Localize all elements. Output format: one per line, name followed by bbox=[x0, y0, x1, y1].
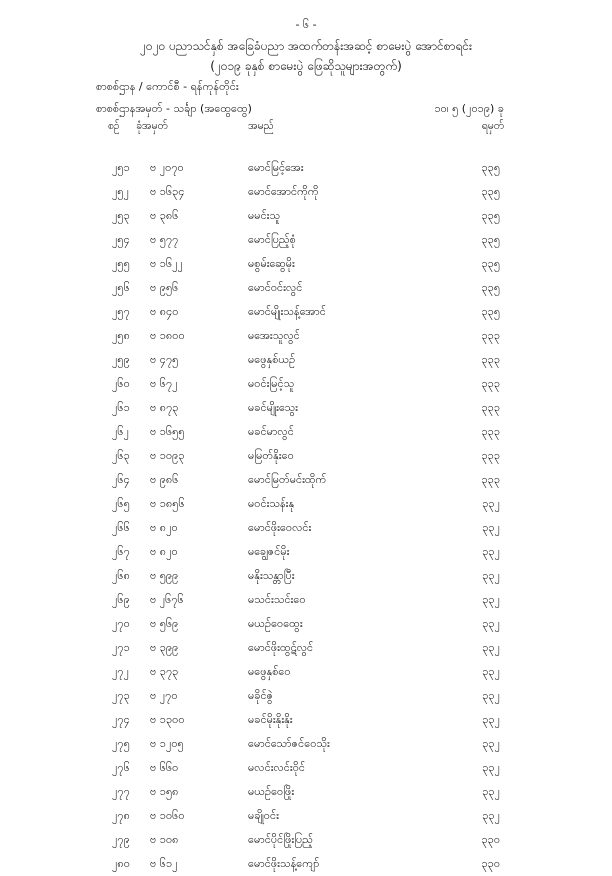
header-name: အမည် bbox=[248, 120, 274, 132]
roll-number: ဗ ၁၀၆၀ bbox=[150, 809, 185, 822]
row-number: ၂၇၈ bbox=[112, 809, 130, 822]
candidate-name: မလင်းလင်းဝိုင် bbox=[248, 761, 305, 774]
score: ၃၃၅ bbox=[481, 233, 500, 246]
candidate-name: မခင်မာလွင် bbox=[248, 425, 294, 438]
candidate-name: မောင်ဖိုးသန့်ကျော် bbox=[248, 857, 320, 870]
subject-line: စာစစ်ဌာနအမှတ် - သင်္ချာ (အထွေထွေ) bbox=[96, 102, 252, 115]
table-row bbox=[0, 372, 612, 396]
roll-number: ဗ ၁၆၅၅ bbox=[150, 425, 185, 438]
row-number: ၂၅၂ bbox=[112, 185, 129, 198]
row-number: ၂၇၇ bbox=[112, 785, 130, 798]
table-row bbox=[0, 708, 612, 732]
score: ၃၃၅ bbox=[481, 305, 500, 318]
table-row bbox=[0, 444, 612, 468]
score: ၃၃၂ bbox=[482, 809, 500, 822]
candidate-name: မောင်ဖိုးထွဋ်လွင် bbox=[248, 641, 314, 654]
score: ၃၃၃ bbox=[481, 401, 500, 414]
roll-number: ဗ ၃၇၃ bbox=[150, 665, 179, 678]
row-number: ၂၇၃ bbox=[112, 689, 130, 702]
row-number: ၂၈၀ bbox=[112, 857, 130, 870]
table-row bbox=[0, 396, 612, 420]
exam-centre-line: စာစစ်ဌာန / ကောင်စီ - ရန်ကုန်တိုင်း bbox=[96, 80, 239, 93]
score: ၃၃၂ bbox=[482, 497, 500, 510]
header-roll: ခုံအမှတ် bbox=[136, 120, 168, 132]
table-row bbox=[0, 636, 612, 660]
score: ၃၃၂ bbox=[482, 617, 500, 630]
row-number: ၂၆၉ bbox=[112, 593, 130, 606]
score: ၃၃၂ bbox=[482, 521, 500, 534]
table-row bbox=[0, 756, 612, 780]
score: ၃၃၂ bbox=[482, 641, 500, 654]
roll-number: ဗ ၅၇၇ bbox=[150, 233, 179, 246]
candidate-name: မချွေဇင်မိုး bbox=[248, 545, 290, 558]
roll-number: ဗ ၁၆၃၄ bbox=[150, 185, 185, 198]
table-row bbox=[0, 324, 612, 348]
roll-number: ဗ ၁၀၉၃ bbox=[150, 449, 185, 462]
roll-number: ဗ ၁၈၅၆ bbox=[150, 497, 185, 510]
candidate-name: မယဉ်ဝေထွေး bbox=[248, 617, 303, 630]
row-number: ၂၇၁ bbox=[112, 641, 130, 654]
table-row bbox=[0, 804, 612, 828]
roll-number: ဗ ၁၈၀၀ bbox=[150, 329, 185, 342]
table-row bbox=[0, 516, 612, 540]
row-number: ၂၆၈ bbox=[112, 569, 130, 582]
table-row bbox=[0, 684, 612, 708]
table-row bbox=[0, 660, 612, 684]
table-row bbox=[0, 156, 612, 180]
score: ၃၃၅ bbox=[481, 185, 500, 198]
row-number: ၂၇၂ bbox=[112, 665, 129, 678]
table-row bbox=[0, 852, 612, 876]
candidate-name: မောင်အောင်ကိုကို bbox=[248, 185, 319, 198]
roll-number: ဗ ၈၄၀ bbox=[150, 305, 179, 318]
score: ၃၃၂ bbox=[482, 593, 500, 606]
score: ၃၃၃ bbox=[481, 449, 500, 462]
score: ၃၃၃ bbox=[481, 377, 500, 390]
row-number: ၂၅၃ bbox=[112, 209, 130, 222]
candidate-name: မောင်ဖိုးဝေလင်း bbox=[248, 521, 312, 534]
row-number: ၂၆၇ bbox=[112, 545, 130, 558]
row-number: ၂၅၅ bbox=[112, 257, 130, 270]
candidate-name: မဖွေနှစ်ဝေ bbox=[248, 665, 291, 678]
document-subtitle: (၂၀၁၉ ခုနှစ် စာမေးပွဲ ဖြေဆိုသူများအတွက်) bbox=[210, 59, 402, 73]
candidate-name: မခင်မိုးနိုးနိုး bbox=[248, 713, 293, 726]
roll-number: ဗ ၃၉၉ bbox=[150, 641, 179, 654]
score: ၃၃၅ bbox=[481, 281, 500, 294]
candidate-name: မောင်ပြည့်စုံ bbox=[248, 233, 296, 246]
row-number: ၂၅၄ bbox=[112, 233, 130, 246]
row-number: ၂၆၂ bbox=[112, 425, 129, 438]
table-row bbox=[0, 588, 612, 612]
roll-number: ဗ ၁၅၈ bbox=[150, 785, 179, 798]
page-number: - ၆ - bbox=[295, 18, 317, 31]
roll-number: ဗ ၈၂၀ bbox=[150, 545, 178, 558]
score: ၃၃၃ bbox=[481, 473, 500, 486]
row-number: ၂၆၁ bbox=[112, 401, 130, 414]
roll-number: ဗ ၂၇၀ bbox=[150, 689, 178, 702]
table-row bbox=[0, 252, 612, 276]
roll-number: ဗ ၈၇၃ bbox=[150, 401, 179, 414]
table-row bbox=[0, 540, 612, 564]
score: ၃၃၂ bbox=[482, 737, 500, 750]
candidate-name: မမင်းသူ bbox=[248, 209, 281, 222]
score: ၃၃၂ bbox=[482, 665, 500, 678]
row-number: ၂၇၉ bbox=[112, 833, 130, 846]
roll-number: ဗ ၁၀၈ bbox=[150, 833, 179, 846]
candidate-name: မချိုဝင်း bbox=[248, 809, 279, 822]
candidate-name: မဝင်းသန်းနု bbox=[248, 497, 295, 510]
candidate-name: မောင်မျိုးသန့်အောင် bbox=[248, 305, 326, 318]
table-row bbox=[0, 300, 612, 324]
roll-number: ဗ ၉၅၆ bbox=[150, 281, 179, 294]
roll-number: ဗ ၃၈၆ bbox=[150, 209, 179, 222]
header-no: စဉ် bbox=[108, 120, 120, 132]
score: ၃၃၂ bbox=[482, 545, 500, 558]
table-row bbox=[0, 468, 612, 492]
candidate-name: မယဉ်ဝေဖြိုး bbox=[248, 785, 295, 798]
row-number: ၂၅၁ bbox=[112, 161, 130, 174]
score: ၃၃၀ bbox=[481, 857, 500, 870]
roll-number: ဗ ၂၀၇၀ bbox=[150, 161, 184, 174]
table-row bbox=[0, 276, 612, 300]
candidate-name: မောင်သော်ဇင်ဝေသိုး bbox=[248, 737, 330, 750]
row-number: ၂၆၅ bbox=[112, 497, 130, 510]
score: ၃၃၂ bbox=[482, 785, 500, 798]
score: ၃၃၅ bbox=[481, 257, 500, 270]
candidate-name: မောင်ပိုင်ဖြိုးပြည့် bbox=[248, 833, 313, 846]
table-row bbox=[0, 348, 612, 372]
score: ၃၃၅ bbox=[481, 161, 500, 174]
row-number: ၂၆၀ bbox=[112, 377, 130, 390]
table-row bbox=[0, 228, 612, 252]
row-number: ၂၇၆ bbox=[112, 761, 130, 774]
table-row bbox=[0, 180, 612, 204]
row-number: ၂၅၇ bbox=[112, 305, 130, 318]
candidate-name: မစွမ်းဆွေမိုး bbox=[248, 257, 295, 270]
candidate-name: မသင်းသင်းဝေ bbox=[248, 593, 306, 606]
table-row bbox=[0, 780, 612, 804]
roll-number: ဗ ၁၂၀၅ bbox=[150, 737, 184, 750]
row-number: ၂၆၆ bbox=[112, 521, 130, 534]
table-row bbox=[0, 420, 612, 444]
candidate-name: မမြတ်နိုးဝေ bbox=[248, 449, 294, 462]
roll-number: ဗ ၁၃၀၀ bbox=[150, 713, 185, 726]
table-row bbox=[0, 492, 612, 516]
candidate-name: မခင်မျိုးသွေး bbox=[248, 401, 298, 414]
row-number: ၂၅၆ bbox=[112, 281, 130, 294]
candidate-name: မဝင်းမြင့်သူ bbox=[248, 377, 295, 390]
table-row bbox=[0, 612, 612, 636]
header-mark: ရမှတ် bbox=[481, 120, 504, 132]
score: ၃၃၂ bbox=[482, 569, 500, 582]
roll-number: ဗ ၄၇၅ bbox=[150, 353, 179, 366]
candidate-name: မနိုးသန္တာပြီး bbox=[248, 569, 295, 582]
document-title: ၂၀၂၀ ပညာသင်နှစ် အခြေခံပညာ အထက်တန်းအဆင့် စာမေးပွဲ အောင်စာရင်း bbox=[139, 39, 473, 53]
row-number: ၂၇၀ bbox=[112, 617, 130, 630]
table-row bbox=[0, 564, 612, 588]
table-row bbox=[0, 204, 612, 228]
roll-number: ဗ ၆၁၂ bbox=[150, 857, 178, 870]
candidate-name: မောင်မြင့်အေး bbox=[248, 161, 304, 174]
row-number: ၂၆၃ bbox=[112, 449, 130, 462]
row-number: ၂၆၄ bbox=[112, 473, 130, 486]
roll-number: ဗ ၆၇၂ bbox=[150, 377, 178, 390]
roll-number: ဗ ၅၆၉ bbox=[150, 617, 179, 630]
score: ၃၃၃ bbox=[481, 329, 500, 342]
candidate-name: မခိုင်ဇွဲ bbox=[248, 689, 274, 702]
results-table bbox=[0, 156, 612, 876]
row-number: ၂၇၄ bbox=[112, 713, 130, 726]
row-number: ၂၇၅ bbox=[112, 737, 130, 750]
roll-number: ဗ ၈၂၀ bbox=[150, 521, 178, 534]
roll-number: ဗ ၁၆၂၂ bbox=[150, 257, 183, 270]
roll-number: ဗ ၆၆၀ bbox=[150, 761, 179, 774]
candidate-name: မောင်ဝင်းလွင် bbox=[248, 281, 303, 294]
roll-number: ဗ ၂၆၇၆ bbox=[150, 593, 184, 606]
score: ၃၃၂ bbox=[482, 761, 500, 774]
row-number: ၂၅၈ bbox=[112, 329, 130, 342]
row-number: ၂၅၉ bbox=[112, 353, 130, 366]
candidate-name: မဖွေနှစ်ယဉ် bbox=[248, 353, 296, 366]
roll-number: ဗ ၅၉၉ bbox=[150, 569, 179, 582]
candidate-name: မအေးသူလွင် bbox=[248, 329, 300, 342]
date-label: ၁၀၊ ၅ (၂၀၁၉) ခု bbox=[434, 102, 504, 115]
score: ၃၃၅ bbox=[481, 209, 500, 222]
roll-number: ဗ ၉၈၆ bbox=[150, 473, 179, 486]
score: ၃၃၃ bbox=[481, 425, 500, 438]
score: ၃၃၀ bbox=[481, 833, 500, 846]
table-row bbox=[0, 732, 612, 756]
table-row bbox=[0, 828, 612, 852]
score: ၃၃၂ bbox=[482, 713, 500, 726]
score: ၃၃၃ bbox=[481, 353, 500, 366]
score: ၃၃၂ bbox=[482, 689, 500, 702]
candidate-name: မောင်မြတ်မင်းထိုက် bbox=[248, 473, 327, 486]
